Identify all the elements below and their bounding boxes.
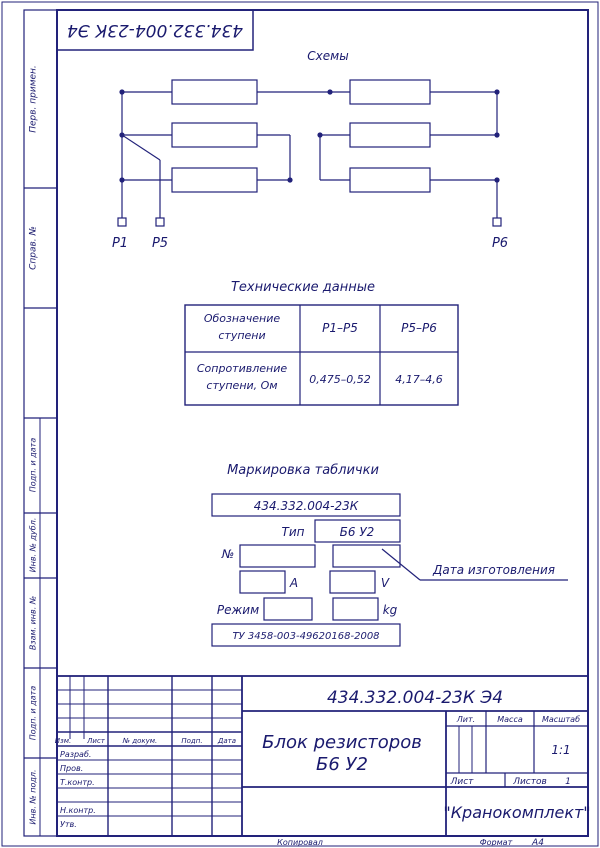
plate-a-label: А bbox=[289, 576, 299, 590]
resistor-right-2 bbox=[350, 123, 430, 147]
stamp-prov: Пров. bbox=[60, 764, 84, 773]
schema-title: Схемы bbox=[307, 49, 349, 63]
stamp-masshtab: Масштаб bbox=[541, 715, 581, 724]
plate-v-label: V bbox=[380, 576, 390, 590]
footer-copied: Копировал bbox=[277, 838, 323, 847]
stamp-scale-value: 1:1 bbox=[551, 743, 571, 757]
margin-podp-data-1: Подп. и дата bbox=[28, 437, 38, 493]
tech-header-c1-l2: ступени bbox=[218, 329, 266, 342]
plate-type-label: Тип bbox=[281, 525, 305, 539]
footer-format-value: А4 bbox=[532, 838, 544, 848]
left-margin-column bbox=[24, 10, 57, 836]
plate-no-label: № bbox=[221, 547, 235, 561]
rotated-doc-code: 434.332.004-23К Э4 bbox=[66, 20, 244, 40]
stamp-col-doc: № докум. bbox=[122, 737, 158, 745]
tech-header-c3: P5–P6 bbox=[401, 321, 437, 335]
stamp-name-line2: Б6 У2 bbox=[316, 754, 368, 775]
stamp-listov-value: 1 bbox=[565, 777, 571, 787]
stamp-col-list: Лист bbox=[87, 737, 105, 745]
inner-frame bbox=[54, 10, 591, 836]
terminal-p5 bbox=[156, 218, 164, 226]
margin-perv-primen: Перв. примен. bbox=[28, 65, 39, 133]
stamp-massa: Масса bbox=[497, 715, 523, 724]
stamp-nkontr: Н.контр. bbox=[60, 806, 96, 815]
terminal-p1 bbox=[118, 218, 126, 226]
tech-row-c3: 4,17–4,6 bbox=[395, 373, 443, 386]
stamp-razrab: Разраб. bbox=[60, 750, 92, 759]
rotated-code-box bbox=[57, 10, 253, 50]
tech-row-c1-l2: ступени, Ом bbox=[206, 379, 278, 392]
tech-row-c1-l1: Сопротивление bbox=[196, 362, 288, 375]
resistor-left-3 bbox=[172, 168, 257, 192]
plate-kg-label: kg bbox=[382, 603, 398, 617]
resistor-right-1 bbox=[350, 80, 430, 104]
stamp-lit: Лит. bbox=[456, 715, 476, 724]
plate-date-label: Дата изготовления bbox=[432, 563, 556, 577]
stamp-tkontr: Т.контр. bbox=[60, 778, 95, 787]
margin-podp-data-2: Подп. и дата bbox=[28, 685, 38, 741]
margin-vzam-inv: Взам. инв. № bbox=[28, 595, 38, 651]
terminal-label-p5: P5 bbox=[151, 236, 169, 251]
stamp-col-izm: Изм. bbox=[54, 737, 72, 745]
stamp-doc-code: 434.332.004-23К Э4 bbox=[326, 688, 504, 708]
stamp-list: Лист bbox=[450, 777, 474, 787]
stamp-col-podp: Подп. bbox=[181, 737, 203, 745]
stamp-listov: Листов bbox=[513, 777, 547, 787]
terminal-label-p6: P6 bbox=[491, 236, 509, 251]
resistor-right-3 bbox=[350, 168, 430, 192]
tech-title: Технические данные bbox=[230, 280, 376, 295]
stamp-name-line1: Блок резисторов bbox=[262, 732, 422, 753]
footer-format: Формат bbox=[479, 838, 513, 847]
plate-tu: ТУ 3458-003-49620168-2008 bbox=[232, 631, 380, 642]
terminal-label-p1: P1 bbox=[111, 236, 129, 251]
resistor-left-2 bbox=[172, 123, 257, 147]
stamp-company: "Кранокомплект" bbox=[443, 803, 591, 822]
margin-inv-dubl: Инв. № дубл. bbox=[28, 517, 38, 573]
tech-row-c2: 0,475–0,52 bbox=[309, 373, 371, 386]
tech-header-c1-l1: Обозначение bbox=[203, 312, 281, 325]
plate-title: Маркировка таблички bbox=[227, 463, 379, 478]
terminal-p6 bbox=[493, 218, 501, 226]
stamp-utv: Утв. bbox=[60, 820, 77, 829]
plate-code: 434.332.004-23К bbox=[253, 499, 359, 513]
margin-inv-podl: Инв. № подл. bbox=[28, 769, 38, 825]
tech-header-c2: P1–P5 bbox=[322, 321, 358, 335]
plate-mode-label: Режим bbox=[216, 603, 260, 617]
schematic-diagram bbox=[118, 80, 501, 226]
resistor-left-1 bbox=[172, 80, 257, 104]
plate-type-value: Б6 У2 bbox=[339, 525, 375, 539]
margin-sprav-no: Справ. № bbox=[28, 226, 39, 270]
stamp-col-data: Дата bbox=[217, 737, 237, 745]
